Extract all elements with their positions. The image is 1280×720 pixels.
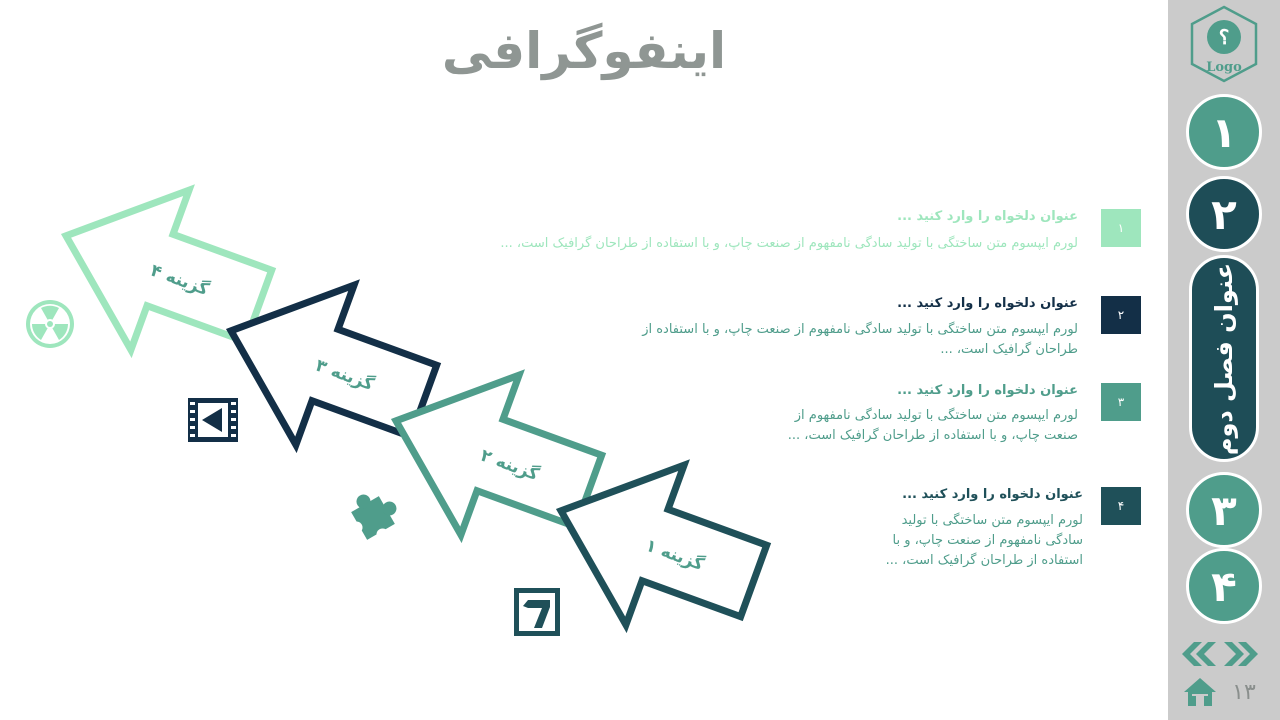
- item-4-body: لورم ایپسوم متن ساختگی با تولید سادگی نامفهوم از صنعت چاپ، و با استفاده از طراحان گرافیک است، ...: [885, 513, 1083, 568]
- navigation-arrows: [1180, 640, 1260, 670]
- chapter-2-button[interactable]: ۲: [1186, 176, 1262, 252]
- chapter-3-button[interactable]: ۳: [1186, 472, 1262, 548]
- radiation-icon: [26, 300, 74, 348]
- item-4-number: ۴: [1101, 487, 1141, 525]
- arrow-label-4: گزینه ۴: [147, 260, 212, 301]
- item-4-title: عنوان دلخواه را وارد کنید ...: [902, 487, 1083, 502]
- item-2-number: ۲: [1101, 296, 1141, 334]
- puzzle-icon: [338, 482, 408, 552]
- item-1-body: لورم ایپسوم متن ساختگی با تولید سادگی نامفهوم از صنعت چاپ، و با استفاده از طراحان گرافیک است، ...: [500, 236, 1078, 251]
- page-number: ۱۳: [1232, 680, 1256, 705]
- active-chapter-title: عنوان فصل دوم: [1210, 262, 1238, 455]
- next-slide-icon[interactable]: [1224, 642, 1258, 666]
- arrow-label-2: گزینه ۲: [477, 445, 542, 486]
- arrow-label-3: گزینه ۳: [312, 355, 377, 396]
- item-3-number: ۳: [1101, 383, 1141, 421]
- item-3-body: لورم ایپسوم متن ساختگی با تولید سادگی نامفهوم از صنعت چاپ، و با استفاده از طراحان گرافیک است، ...: [787, 408, 1078, 443]
- item-1-title: عنوان دلخواه را وارد کنید ...: [897, 209, 1078, 224]
- home-icon[interactable]: [1182, 676, 1218, 708]
- item-1-number: ۱: [1101, 209, 1141, 247]
- arrow-label-1: گزینه ۱: [642, 535, 707, 576]
- chapter-4-button[interactable]: ۴: [1186, 548, 1262, 624]
- item-2-title: عنوان دلخواه را وارد کنید ...: [897, 296, 1078, 311]
- active-chapter-tab[interactable]: [1189, 255, 1259, 462]
- checkbox-icon: [514, 588, 560, 636]
- item-2-body: لورم ایپسوم متن ساختگی با تولید سادگی نامفهوم از صنعت چاپ، و با استفاده از طراحان گرافیک است، ...: [642, 322, 1078, 357]
- film-play-icon: [188, 398, 238, 442]
- logo[interactable]: [1188, 4, 1260, 84]
- item-3-title: عنوان دلخواه را وارد کنید ...: [897, 383, 1078, 398]
- svg-text:Logo: Logo: [1206, 60, 1242, 75]
- svg-text:؟: ؟: [1218, 25, 1230, 49]
- slide-title: اینفوگرافی: [441, 22, 727, 80]
- question-hexagon-icon: [1188, 4, 1260, 84]
- chapter-1-button[interactable]: ۱: [1186, 94, 1262, 170]
- previous-slide-icon[interactable]: [1182, 642, 1216, 666]
